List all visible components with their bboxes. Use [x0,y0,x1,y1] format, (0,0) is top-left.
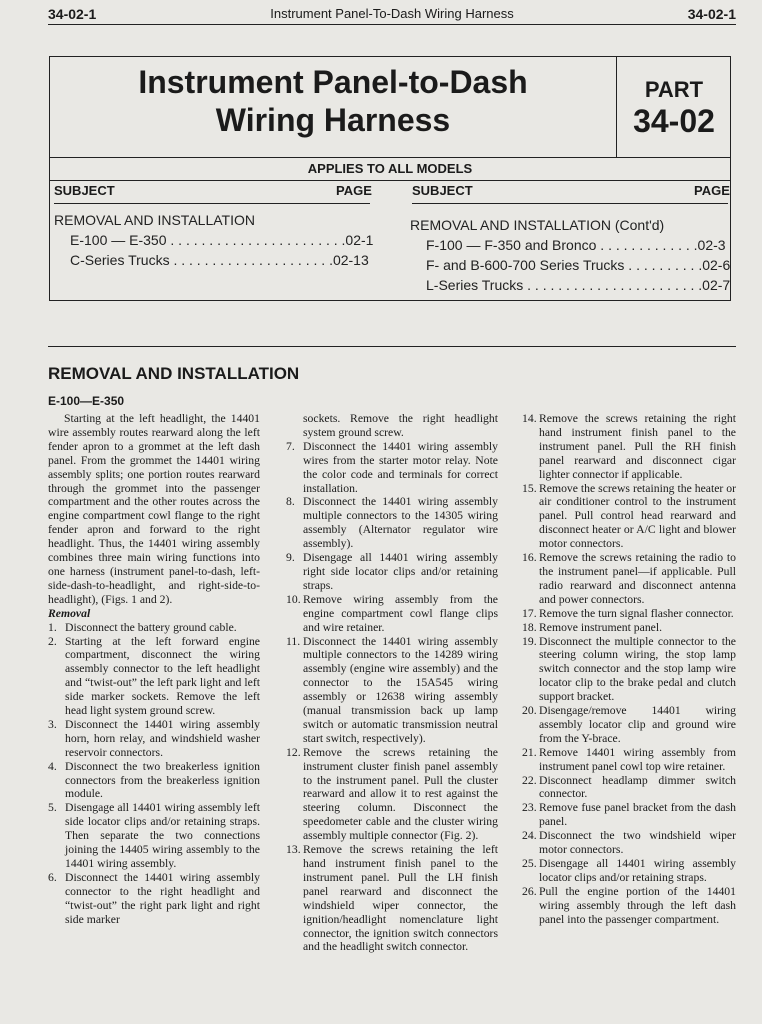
step-text: Disconnect the two breakerless ignition connectors from the breakerless ignition module. [65,759,260,801]
toc-leader: . . . . . . . . . . . . [596,237,694,253]
step-number: 25. [522,857,537,870]
step-text: Disconnect headlamp dimmer switch connector. [539,773,736,801]
step-text: Remove the screws retaining the instrument cluster finish panel assembly to the instrument panel. Pull the cluster rearward and allow it to rest against the steering column. Disconnect the speedometer cable and the cluster wiring assembly multiple connector (Fig. 2). [303,745,498,843]
step-item [522,607,736,621]
step-number: 5. [48,801,57,815]
toc-leader: . . . . . . . . . [624,257,699,273]
step-text: Remove the screws retaining the left hand instrument finish panel to the instrument panel. Pull the LH finish panel rearward and disconnect the windshield wiper connector, the ignition/headlight nomenclature light connector, the ignition switch connectors and the headlight switch connector. [303,843,498,954]
toc-right [410,215,730,295]
title-divider-horizontal [50,157,730,158]
steps-list-3 [522,412,736,927]
toc-heading-left: REMOVAL AND INSTALLATION [54,212,255,228]
step-text: Remove fuse panel bracket from the dash panel. [539,801,736,829]
page-number-left: 34-02-1 [48,6,97,22]
toc-rule-right [412,203,728,204]
toc-rule-left [54,203,370,204]
toc-leader: . . . . . . . . . . . . . . . . . . . . . . [166,232,342,248]
step-continuation: sockets. Remove the right headlight system ground screw. [303,412,498,439]
title-box [49,56,731,301]
applies-divider [50,180,730,181]
toc-entry-page: .02-6 [698,257,731,273]
step-text: Disengage/remove 14401 wiring assembly locator clip and ground wire from the Y-brace. [539,704,736,745]
step-item [286,440,498,496]
step-item [48,871,260,927]
step-text: Disengage all 14401 wiring assembly left side locator clips and/or retaining straps. Then separate the two connections joining the 14405 wiring assembly to the 14401 wiring assembly. [65,801,260,870]
step-text: Disengage all 14401 wiring assembly right side locator clips and/or retaining straps. [303,551,498,592]
title-line-2: Wiring Harness [215,102,451,138]
step-text: Remove the screws retaining the right hand instrument finish panel to the instrument panel. Pull the RH finish panel rearward and disconnect cigar lighter connector if applicable. [539,412,736,481]
toc-entry-label: E-100 — E-350 [70,232,167,248]
step-number: 22. [522,773,537,787]
step-item [286,495,498,551]
toc-entry-label: C-Series Trucks [70,252,170,268]
step-number: 24. [522,829,537,843]
step-item [48,760,260,802]
toc-entry[interactable] [54,250,370,270]
toc-entry[interactable] [410,275,730,295]
step-number: 11. [286,634,301,648]
text-column-1 [48,412,260,927]
toc-leader: . . . . . . . . . . . . . . . . . . . . . . [523,277,699,293]
step-item [522,412,736,482]
step-item [522,482,736,552]
step-item [48,635,260,718]
step-item [522,857,736,885]
toc-entry-page: .02-13 [329,252,369,268]
title-divider-vertical [616,57,617,157]
step-number: 23. [522,801,537,815]
toc-entry-page: .02-1 [341,232,374,248]
step-item [522,885,736,927]
toc-heading-right: REMOVAL AND INSTALLATION (Cont'd) [410,217,665,233]
text-column-2 [286,412,498,954]
step-number: 16. [522,551,537,565]
step-number: 3. [48,717,57,731]
page-header-left: PAGE [336,183,372,198]
part-label: PART [644,77,704,102]
step-number: 20. [522,704,537,718]
step-number: 19. [522,634,537,648]
step-item [522,704,736,746]
step-number: 6. [48,870,57,884]
page-number-right: 34-02-1 [687,6,736,22]
step-item [522,635,736,705]
toc-entry[interactable] [54,230,374,250]
toc-entry[interactable] [410,255,730,275]
step-text: Disconnect the 14401 wiring assembly multiple connectors to the 14289 wiring assembly (engine wire assembly) and the connector to the 15A545 wiring assembly or 12638 wiring assembly (manual transmission back up lamp switch or automatic transmission neutral start switch, respectively). [303,634,498,745]
step-item [522,829,736,857]
step-text: Disengage all 14401 wiring assembly locator clips and/or retaining straps. [539,857,736,884]
toc-entry-label: L-Series Trucks [426,277,524,293]
step-number: 12. [286,745,301,759]
step-text: Disconnect the 14401 wiring assembly horn, horn relay, and windshield washer reservoir connectors. [65,717,260,759]
step-number: 26. [522,884,537,898]
toc-entry-label: F-100 — F-350 and Bronco [426,237,597,253]
step-item [522,774,736,802]
step-item [286,635,498,746]
toc-entry-page: .02-3 [693,237,726,253]
step-text: Pull the engine portion of the 14401 wiring assembly through the left dash panel into the passenger compartment. [539,884,736,926]
step-text: Remove the screws retaining the heater or air conditioner control to the instrument panel. Pull control head rearward and disconnect heater or A/C light and blower motor connectors. [539,481,736,551]
text-column-3 [522,412,736,927]
section-title: REMOVAL AND INSTALLATION [48,364,300,383]
step-number: 13. [286,843,301,857]
step-number: 17. [522,606,537,620]
section-rule [48,346,736,347]
step-item [522,801,736,829]
step-text: Starting at the left forward engine compartment, disconnect the wiring assembly connector to the left headlight and “twist-out” the left park light and left side marker sockets. Remove the left head light system ground screw. [65,634,260,718]
step-number: 14. [522,412,537,425]
step-number: 15. [522,481,537,495]
document-title [50,63,616,139]
step-number: 8. [286,495,295,509]
step-text: Disconnect the 14401 wiring assembly connector to the right headlight and “twist-out” the right park light and right side marker [65,870,260,926]
step-text: Remove instrument panel. [539,620,663,634]
step-number: 10. [286,592,301,606]
step-text: Disconnect the battery ground cable. [65,620,237,634]
step-text: Remove 14401 wiring assembly from instrument panel cowl top wire retainer. [539,745,736,773]
step-text: Disconnect the multiple connector to the steering column wiring, the stop lamp switch connector and the stop lamp wire locator clip to the brake pedal and clutch support bracket. [539,634,736,704]
step-item [522,621,736,635]
step-text: Remove the turn signal flasher connector. [539,606,734,620]
step-item [48,718,260,760]
running-title: Instrument Panel-To-Dash Wiring Harness [270,6,514,21]
step-item [286,746,498,843]
step-item [48,621,260,635]
step-number: 2. [48,634,57,648]
toc-entry[interactable] [410,235,730,255]
running-header [48,4,736,22]
step-text: Disconnect the 14401 wiring assembly wires from the starter motor relay. Note the color code and terminals for correct installation. [303,439,498,495]
step-item [48,801,260,871]
intro-paragraph: Starting at the left headlight, the 14401 wire assembly routes rearward along the left fender apron to a grommet at the left dash panel. From the grommet the 14401 wiring assembly splits; one portion routes rearward through the grommet into the passenger compartment and the other routes across the engine compartment cowl flange to the right fender apron and forward to the right headlight. Thus, the 14401 wiring assembly combines three main wiring functions into one harness (instrument panel-to-dash, left-side-dash-to-headlight, and right-side-to-headlight), (Figs. 1 and 2). [48,412,260,606]
part-number: 34-02 [633,103,715,139]
step-item [286,843,498,954]
step-text: Remove the screws retaining the radio to the instrument panel—if applicable. Pull radio rearward and disconnect antenna and power connectors. [539,551,736,606]
step-number: 9. [286,551,295,565]
toc-entry-label: F- and B-600-700 Series Trucks [426,257,625,273]
part-block [618,77,730,139]
toc-leader: . . . . . . . . . . . . . . . . . . . . [169,252,330,268]
removal-heading: Removal [48,606,91,620]
step-item [522,746,736,774]
step-number: 7. [286,439,295,453]
steps-list-2 [286,440,498,955]
step-item [286,593,498,635]
applies-to-models: APPLIES TO ALL MODELS [307,161,473,176]
page-header-right: PAGE [694,183,730,198]
step-text: Remove wiring assembly from the engine compartment cowl flange clips and wire retainer. [303,592,498,634]
step-number: 1. [48,620,57,634]
step-item [286,551,498,593]
step-number: 4. [48,759,57,773]
toc-left [54,210,374,270]
subject-header-right: SUBJECT [412,183,473,198]
step-number: 21. [522,745,537,759]
toc-entry-page: .02-7 [698,277,731,293]
subject-header-left: SUBJECT [54,183,115,198]
steps-list-1 [48,621,260,927]
step-text: Disconnect the 14401 wiring assembly multiple connectors to the 14305 wiring assembly (Alternator regulator wire assembly). [303,495,498,551]
step-number: 18. [522,620,537,634]
header-rule [48,24,736,25]
subsection-title: E-100—E-350 [48,394,125,408]
step-text: Disconnect the two windshield wiper motor connectors. [539,829,736,857]
title-line-1: Instrument Panel-to-Dash [138,64,528,100]
step-item [522,551,736,607]
